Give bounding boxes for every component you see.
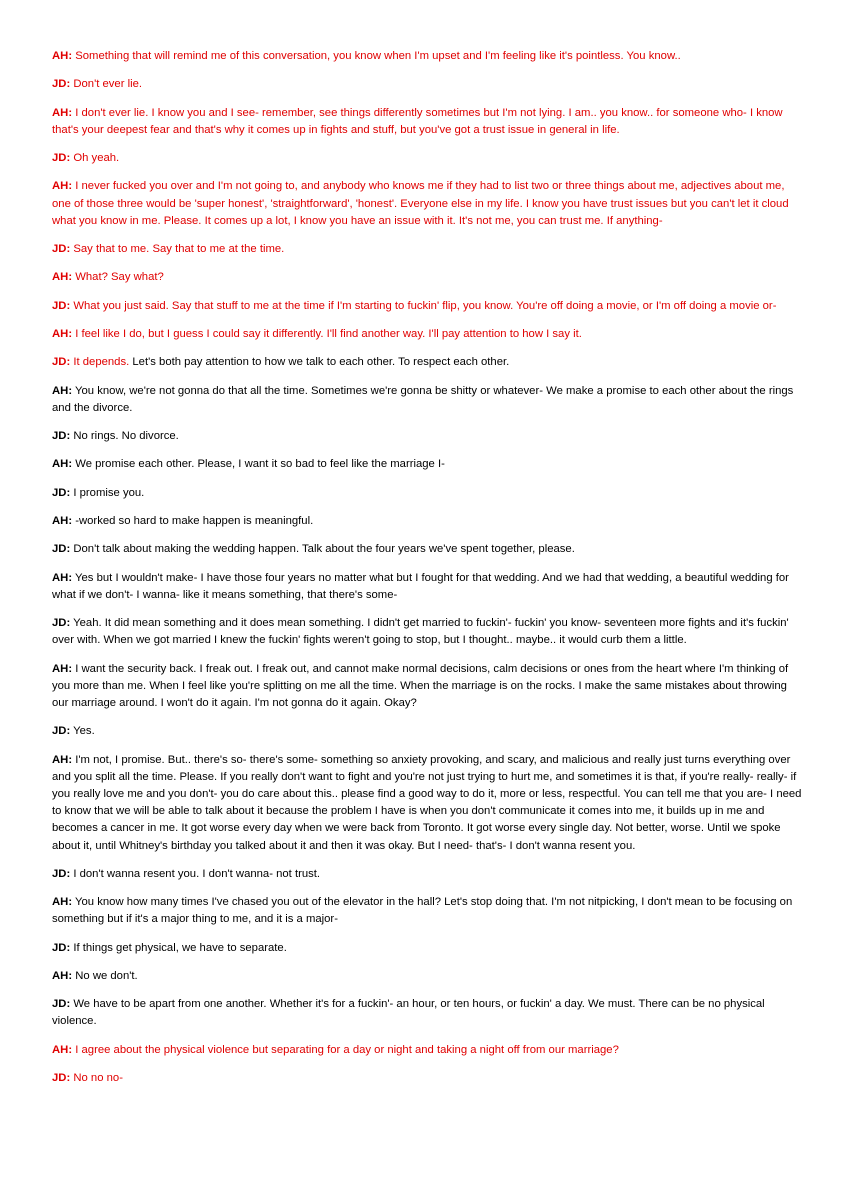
- speaker-label: JD:: [52, 998, 71, 1011]
- transcript-line: [52, 485, 802, 502]
- transcript-line: [52, 48, 802, 65]
- speaker-label: AH:: [52, 180, 73, 193]
- speaker-label: JD:: [52, 430, 71, 443]
- speaker-label: JD:: [52, 486, 71, 499]
- speaker-label: JD:: [52, 356, 71, 369]
- transcript-line: [52, 996, 802, 1030]
- speaker-label: AH:: [52, 50, 73, 62]
- utterance-text: I promise you.: [73, 486, 145, 499]
- transcript-line: [52, 615, 802, 649]
- speaker-label: AH:: [52, 1043, 73, 1056]
- speaker-label: JD:: [52, 1072, 71, 1085]
- transcript-line: [52, 541, 802, 558]
- speaker-label: AH:: [52, 514, 73, 527]
- transcript-line: [52, 428, 802, 445]
- utterance-text: Yeah. It did mean something and it does mean something. I didn't get married to fuckin'- fuckin' you know- seventeen more fights and it's fuckin' over with. When we got married I knew the fuckin' fights weren't going to stop, but I thought.. maybe.. it would curb them a little.: [52, 617, 789, 647]
- utterance-text: If things get physical, we have to separate.: [73, 941, 287, 954]
- utterance-text: Yes.: [73, 725, 95, 738]
- utterance-text: I agree about the physical violence but separating for a day or night and taking a night off from our marriage?: [75, 1043, 619, 1056]
- utterance-text-highlighted: It depends.: [73, 356, 130, 369]
- transcript-line: [52, 383, 802, 417]
- transcript-line: [52, 326, 802, 343]
- speaker-label: AH:: [52, 571, 73, 584]
- transcript-line: [52, 661, 802, 713]
- speaker-label: JD:: [52, 725, 71, 738]
- speaker-label: JD:: [52, 867, 71, 880]
- transcript-line: [52, 570, 802, 604]
- speaker-label: AH:: [52, 271, 73, 284]
- utterance-text: Something that will remind me of this conversation, you know when I'm upset and I'm feeling like it's pointless. You know..: [75, 50, 681, 62]
- utterance-text: No we don't.: [75, 969, 138, 982]
- speaker-label: JD:: [52, 152, 71, 165]
- transcript-line: [52, 241, 802, 258]
- utterance-text: You know how many times I've chased you out of the elevator in the hall? Let's stop doing that. I'm not nitpicking, I don't mean to be focusing on something but if it's a major thing to me, and it is a major-: [52, 896, 793, 926]
- utterance-text: We have to be apart from one another. Whether it's for a fuckin'- an hour, or ten hours, or fuckin' a day. We must. There can be no physical violence.: [52, 998, 765, 1028]
- utterance-text: You know, we're not gonna do that all the time. Sometimes we're gonna be shitty or whatever- We make a promise to each other about the rings and the divorce.: [52, 384, 794, 414]
- utterance-text: No rings. No divorce.: [73, 430, 179, 443]
- utterance-text: Oh yeah.: [73, 152, 120, 165]
- transcript-line: [52, 513, 802, 530]
- transcript-document: [52, 48, 802, 1098]
- speaker-label: AH:: [52, 327, 73, 340]
- transcript-line: [52, 150, 802, 167]
- utterance-text: Let's both pay attention to how we talk to each other. To respect each other.: [129, 356, 510, 369]
- transcript-line: [52, 178, 802, 230]
- speaker-label: AH:: [52, 384, 73, 397]
- utterance-text: -worked so hard to make happen is meaningful.: [75, 514, 314, 527]
- transcript-line: [52, 76, 802, 93]
- transcript-line: [52, 866, 802, 883]
- transcript-line: [52, 298, 802, 315]
- transcript-line: [52, 723, 802, 740]
- transcript-line: [52, 1042, 802, 1059]
- utterance-text: What you just said. Say that stuff to me at the time if I'm starting to fuckin' flip, you know. You're off doing a movie, or I'm off doing a movie or-: [73, 299, 777, 312]
- speaker-label: AH:: [52, 106, 73, 119]
- speaker-label: AH:: [52, 753, 73, 766]
- speaker-label: AH:: [52, 458, 73, 471]
- utterance-text: I feel like I do, but I guess I could say it differently. I'll find another way. I'll pay attention to how I say it.: [75, 327, 582, 340]
- transcript-line: [52, 968, 802, 985]
- utterance-text: Don't talk about making the wedding happen. Talk about the four years we've spent together, please.: [73, 543, 575, 556]
- utterance-text: We promise each other. Please, I want it so bad to feel like the marriage I-: [75, 458, 445, 471]
- speaker-label: AH:: [52, 896, 73, 909]
- speaker-label: AH:: [52, 662, 73, 675]
- speaker-label: AH:: [52, 969, 73, 982]
- speaker-label: JD:: [52, 543, 71, 556]
- utterance-text: I'm not, I promise. But.. there's so- there's some- something so anxiety provoking, and scary, and malicious and really just turns everything over and you split all the time. Please. If you really don't want to fight and you're not just trying to hurt me, and sometimes it is that, if you're really- really- if you really love me and you don't- you do care about this.. please find a good way to do it, more or less, respectful. You can tell me that you are- I need to know that we will be able to talk about it because the problem I have is when you don't communicate it comes into me, it builds up in me and becomes a cancer in me. It got worse every day when we were back from Toronto. It got worse every single day. Not better, worse. Until we spoke about it, until Whitney's birthday you talked about it and then it was okay. But I need- that's- I don't wanna resent you.: [52, 753, 802, 852]
- transcript-line: [52, 1070, 802, 1087]
- utterance-text: I want the security back. I freak out. I freak out, and cannot make normal decisions, calm decisions or ones from the heart where I'm thinking of you more than me. When I feel like you're splitting on me all the time. When the marriage is on the rocks. I make the same mistakes about throwing our marriage around. I won't do it again. I'm not gonna do it again. Okay?: [52, 662, 789, 709]
- speaker-label: JD:: [52, 243, 71, 256]
- utterance-text: Yes but I wouldn't make- I have those four years no matter what but I fought for that wedding. And we had that wedding, a beautiful wedding for what if we don't- I wanna- like it means something, that there's some-: [52, 571, 789, 601]
- transcript-line: [52, 894, 802, 928]
- utterance-text: No no no-: [73, 1072, 123, 1085]
- speaker-label: JD:: [52, 299, 71, 312]
- speaker-label: JD:: [52, 617, 71, 630]
- utterance-text: I don't ever lie. I know you and I see- remember, see things differently sometimes but I'm not lying. I am.. you know.. for someone who- I know that's your deepest fear and that's why it comes up in fights and stuff, but you've got a trust issue in general in life.: [52, 106, 783, 136]
- transcript-line: [52, 940, 802, 957]
- utterance-text: Don't ever lie.: [73, 78, 143, 91]
- utterance-text: I don't wanna resent you. I don't wanna- not trust.: [73, 867, 321, 880]
- transcript-line: [52, 456, 802, 473]
- transcript-line: [52, 752, 802, 855]
- utterance-text: I never fucked you over and I'm not going to, and anybody who knows me if they had to list two or three things about me, adjectives about me, one of those three would be 'super honest', 'straightforward', 'honest'. Everyone else in my life. I know you have trust issues but you can't let it cloud what you know in me. Please. It comes up a lot, I know you have an issue with it. It's not me, you can trust me. If anything-: [52, 180, 789, 227]
- transcript-line: [52, 354, 802, 371]
- transcript-line: [52, 105, 802, 139]
- speaker-label: JD:: [52, 941, 71, 954]
- speaker-label: JD:: [52, 78, 71, 91]
- transcript-line: [52, 269, 802, 286]
- utterance-text: Say that to me. Say that to me at the time.: [73, 243, 285, 256]
- utterance-text: What? Say what?: [75, 271, 164, 284]
